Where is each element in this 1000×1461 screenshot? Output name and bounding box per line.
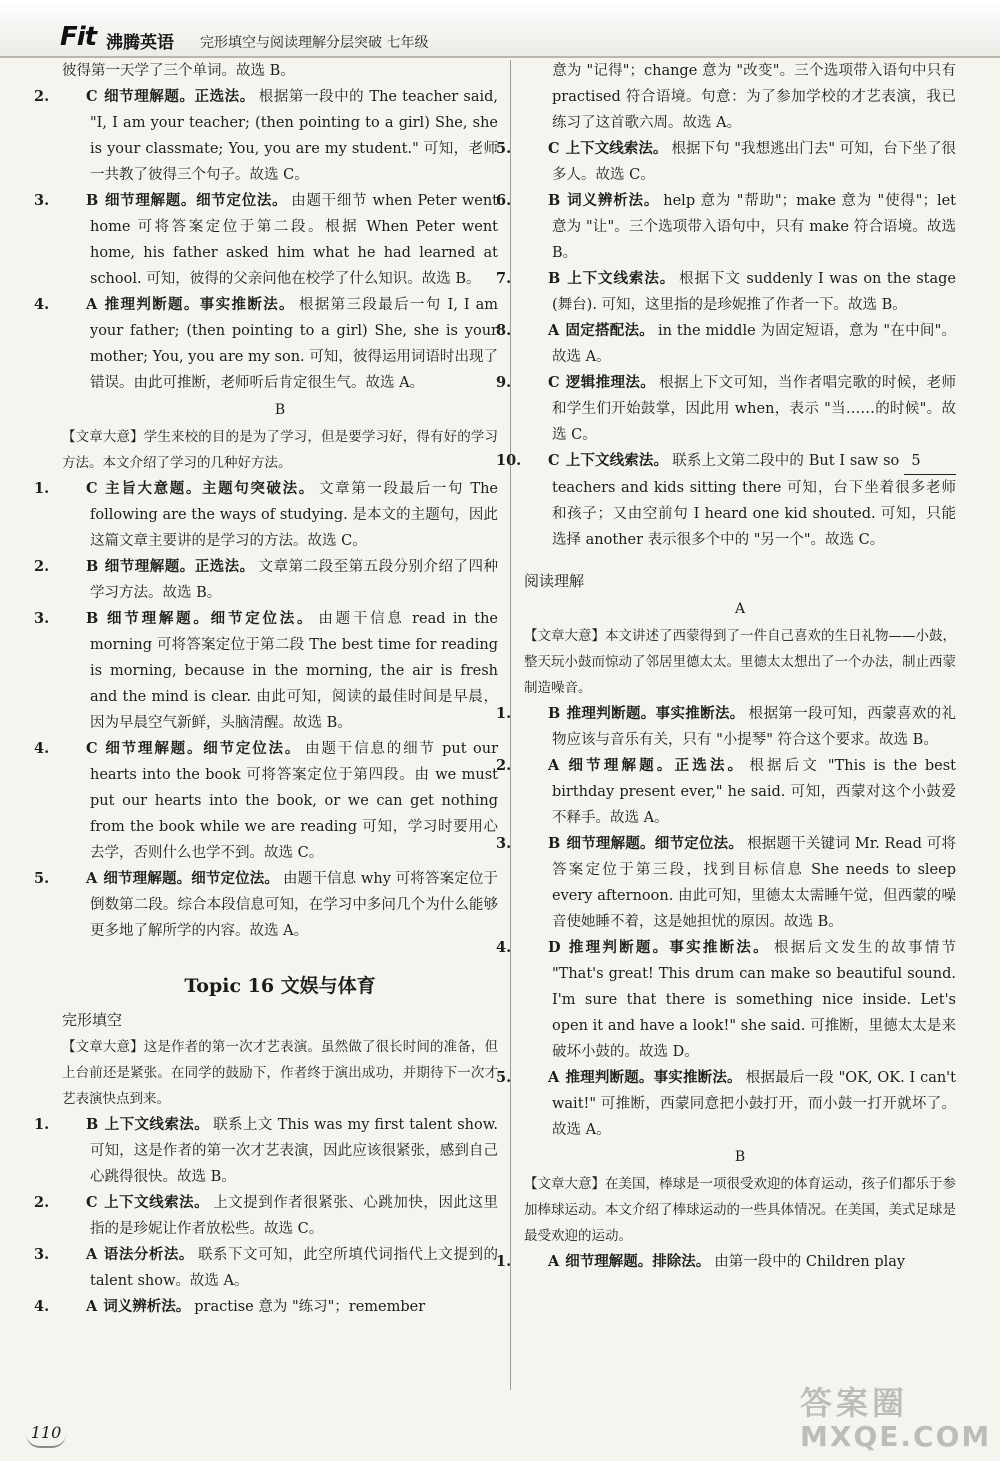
item-answer: A <box>548 757 560 774</box>
right-column <box>496 58 957 1275</box>
item-number: 9. <box>496 374 512 391</box>
item-answer: C <box>86 480 98 497</box>
answer-item <box>34 1112 499 1190</box>
answer-item <box>496 266 956 318</box>
item-answer: B <box>86 1116 99 1133</box>
item-number: 3. <box>496 835 512 852</box>
item-number: 10. <box>496 452 522 469</box>
item-text: 由第一段中的 Children play <box>714 1254 906 1270</box>
item-text: practise 意为 "练习"；remember <box>194 1299 426 1315</box>
article-summary-topic: 【文章大意】这是作者的第一次才艺表演。虽然做了很长时间的准备，但上台前还是紧张。在同学的鼓励下，作者终于演出成功，并期待下一次才艺表演快点到来。 <box>62 1039 498 1107</box>
item-answer: B <box>548 270 561 287</box>
item-method: 上下文线索法。 <box>565 140 668 157</box>
item-answer: C <box>548 452 560 469</box>
item-method: 细节理解题。正选法。 <box>565 757 746 774</box>
item-answer: B <box>548 192 561 209</box>
answer-item <box>34 292 498 396</box>
answer-item <box>496 136 957 188</box>
page-header <box>0 0 1000 58</box>
answer-item <box>496 753 957 831</box>
item-text: 文章第二段至第五段分别介绍了四种学习方法。故选 B。 <box>90 559 499 601</box>
cloze-label: 完形填空 <box>62 1011 123 1029</box>
item-method: 细节理解题。正选法。 <box>103 88 255 105</box>
answer-item <box>496 831 957 935</box>
item-number: 5. <box>34 870 50 887</box>
item-number: 3. <box>34 192 50 209</box>
item-answer: A <box>86 1298 98 1315</box>
item-text: 联系上文第二段中的 But I saw so <box>672 453 900 469</box>
item-number: 4. <box>34 1298 50 1315</box>
item-method: 细节理解题。正选法。 <box>104 558 255 575</box>
item-method: 细节理解题。细节定位法。 <box>566 835 744 852</box>
answer-item <box>34 736 499 866</box>
topic-title: Topic 16 文娱与体育 <box>184 975 376 997</box>
item-text: 根据下文 suddenly I was on the stage (舞台). 可知，这里指的是珍妮推了作者一下。故选 B。 <box>552 271 956 313</box>
item-text: 由题干信息的细节 put our hearts into the book 可将答案定位于第四段。由 we must put our hearts into the book, or we can get nothing from the book while we are reading 可知，学习时要用心去学，否则什么也学不到。故选 C。 <box>90 741 499 861</box>
answer-item <box>496 1065 956 1143</box>
item-number: 4. <box>34 296 50 313</box>
item-method: 上下文线索法。 <box>565 452 669 469</box>
answer-list-part-a <box>34 84 499 396</box>
answer-item <box>34 1294 498 1320</box>
item-number: 1. <box>34 480 50 497</box>
item-number: 1. <box>496 705 512 722</box>
answer-item <box>34 1242 499 1294</box>
answer-item <box>496 370 957 448</box>
article-summary: 【文章大意】在美国，棒球是一项很受欢迎的体育运动，孩子们都乐于参加棒球运动。本文介绍了棒球运动的一些具体情况。在美国，美式足球是最受欢迎的运动。 <box>524 1176 956 1244</box>
item-text: 由题干信息 why 可将答案定位于倒数第二段。综合本段信息可知，在学习中多问几个为什么能够更多地了解所学的内容。故选 A。 <box>90 871 498 939</box>
item-number: 6. <box>496 192 512 209</box>
left-column <box>34 58 499 1320</box>
item-method: 词义辨析法。 <box>566 192 660 209</box>
item-text: 根据第一段可知，西蒙喜欢的礼物应该与音乐有关，只有 "小提琴" 符合这个要求。故选 B。 <box>552 706 957 748</box>
answer-item <box>34 554 499 606</box>
item-number: 1. <box>496 1253 512 1270</box>
item-number: 2. <box>34 558 50 575</box>
item-text: 联系上文 This was my first talent show. 可知，这是作者的第一次才艺表演，因此应该很紧张，感到自己心跳得很快。故选 B。 <box>90 1117 499 1185</box>
answer-item <box>496 188 957 266</box>
watermark-url: MXQE.COM <box>800 1420 992 1453</box>
item-text: 由题干信息 read in the morning 可将答案定位于第二段 The best time for reading is morning, because in the morning, the air is fresh and the mind is clear. 由此可知，阅读的最佳时间是早晨，因为早晨空气新鲜，头脑清醒。故选 B。 <box>90 611 499 731</box>
item-text: 联系下文可知，此空所填代词指代上文提到的 talent show。故选 A。 <box>90 1247 499 1289</box>
section-heading-b: B <box>274 402 286 418</box>
answer-list-part-b <box>34 476 499 944</box>
answer-item <box>496 448 956 553</box>
reading-label: 阅读理解 <box>524 572 585 590</box>
item-number: 5. <box>496 140 512 157</box>
article-summary: 【文章大意】学生来校的目的是为了学习，但是要学习好，得有好的学习方法。本文介绍了学习的几种好方法。 <box>62 429 498 471</box>
item-number: 2. <box>496 757 512 774</box>
item-answer: A <box>86 870 98 887</box>
item-method: 细节理解题。细节定位法。 <box>103 740 302 757</box>
answer-item <box>496 318 957 370</box>
item-method: 语法分析法。 <box>103 1246 194 1263</box>
item-answer: C <box>86 88 98 105</box>
book-title: 完形填空与阅读理解分层突破 七年级 <box>200 35 429 51</box>
answer-item <box>496 701 957 753</box>
item-method: 推理判断题。事实推断法。 <box>566 939 770 956</box>
item-answer: A <box>86 1246 98 1263</box>
item-method: 细节理解题。细节定位法。 <box>104 610 315 627</box>
item-text: help 意为 "帮助"；make 意为 "使得"；let 意为 "让"。三个选项带入语句中，只有 make 符合语境。故选 B。 <box>552 193 957 261</box>
item-text: 根据第一段中的 The teacher said, "I, I am your teacher; (then pointing to a girl) She, she is your classmate; You, you are my student." 可知，老师一共教了彼得三个句子。故选 C。 <box>90 89 499 183</box>
continued-text: 彼得第一天学了三个单词。故选 B。 <box>62 63 295 79</box>
item-method: 细节理解题。排除法。 <box>565 1253 711 1270</box>
item-method: 主旨大意题。主题句突破法。 <box>103 480 315 497</box>
watermark-text: 答案圈 <box>800 1384 909 1422</box>
item-answer: C <box>86 1194 98 1211</box>
page-number: 110 <box>26 1420 66 1448</box>
item-answer: A <box>86 296 98 313</box>
article-summary: 【文章大意】本文讲述了西蒙得到了一件自己喜欢的生日礼物——小鼓，整天玩小鼓而惊动了邻居里德太太。里德太太想出了一个办法，制止西蒙制造噪音。 <box>524 628 956 696</box>
answer-item <box>34 188 499 292</box>
answer-list-reading-b <box>496 1249 956 1275</box>
item-text: 由题干细节 when Peter went home 可将答案定位于第二段。根据 When Peter went home, his father asked him what he had learned at school. 可知，彼得的父亲问他在校学了什么知识。故选 B。 <box>90 193 499 287</box>
item-answer: C <box>86 740 98 757</box>
answer-item <box>496 935 957 1065</box>
answer-item <box>34 606 499 736</box>
item-number: 2. <box>34 1194 50 1211</box>
item-method: 细节理解题。细节定位法。 <box>103 870 280 887</box>
item-answer: B <box>86 558 99 575</box>
item-text: 根据最后一段 "OK, OK. I can't wait!" 可推断，西蒙同意把小鼓打开，而小鼓一打开就坏了。故选 A。 <box>552 1070 956 1138</box>
item-text: 根据上下文可知，当作者唱完歌的时候，老师和学生们开始鼓掌，因此用 when，表示 "当……的时候"。故选 C。 <box>552 375 957 443</box>
item-number: 2. <box>34 88 50 105</box>
answer-list-cloze-cont <box>496 136 957 448</box>
brand-name: 沸腾英语 <box>106 33 174 53</box>
item-number: 1. <box>34 1116 50 1133</box>
answer-item <box>34 866 498 944</box>
item-text: teachers and kids sitting there 可知，台下坐着很多老师和孩子；又由空前句 I heard one kid shouted. 可知，只能选择 another 表示很多个中的 "另一个"。故选 C。 <box>552 480 956 548</box>
item-number: 4. <box>496 939 512 956</box>
item-text: 根据后文发生的故事情节 "That's great! This drum can make so beautiful sound. I'm sure that there is something nice inside. Let's open it and have a look!" she said. 可推断，里德太太是来破坏小鼓的。故选 D。 <box>552 940 957 1060</box>
item-method: 逻辑推理法。 <box>565 374 656 391</box>
continued-text: 意为 "记得"；change 意为 "改变"。三个选项带入语句中只有 practised 符合语境。句意：为了参加学校的才艺表演，我已练习了这首歌六周。故选 A。 <box>552 63 956 131</box>
brand-logo: Fit <box>60 22 97 52</box>
item-number: 8. <box>496 322 512 339</box>
item-text: 文章第一段最后一句 The following are the ways of studying. 是本文的主题句，因此这篇文章主要讲的是学习的方法。故选 C。 <box>90 481 499 549</box>
item-number: 4. <box>34 740 50 757</box>
item-method: 上下文线索法。 <box>566 270 676 287</box>
answer-item <box>34 1190 498 1242</box>
item-answer: B <box>86 192 99 209</box>
item-text: 根据题干关键词 Mr. Read 可将答案定位于第三段，找到目标信息 She needs to sleep every afternoon. 由此可知，里德太太需睡午觉，但西蒙的噪音使她睡不着，这是她担忧的原因。故选 B。 <box>552 836 957 930</box>
item-answer: C <box>548 140 560 157</box>
item-answer: A <box>548 1069 560 1086</box>
answer-item <box>34 476 499 554</box>
item-answer: A <box>548 1253 560 1270</box>
item-method: 上下文线索法。 <box>103 1194 210 1211</box>
item-text: in the middle 为固定短语，意为 "在中间"。故选 A。 <box>552 323 957 365</box>
section-heading-b: B <box>734 1149 746 1165</box>
item-method: 推理判断题。事实推断法。 <box>103 296 295 313</box>
item-method: 推理判断题。事实推断法。 <box>566 705 745 722</box>
item-method: 细节理解题。细节定位法。 <box>104 192 288 209</box>
item-answer: A <box>548 322 560 339</box>
item-number: 7. <box>496 270 512 287</box>
item-number: 5. <box>496 1069 512 1086</box>
blank-number: 5 <box>904 448 956 475</box>
item-method: 固定搭配法。 <box>565 322 655 339</box>
item-method: 推理判断题。事实推断法。 <box>565 1069 742 1086</box>
item-text: 根据第三段最后一句 I, I am your father; (then pointing to a girl) She, she is your mother; You, you are my son. 可知，彼得运用词语时出现了错误。由此可推断，老师听后肯定很生气。故选 A。 <box>90 297 498 391</box>
answer-item <box>34 84 499 188</box>
item-text: 根据下句 "我想逃出门去" 可知，台下坐了很多人。故选 C。 <box>552 141 957 183</box>
section-heading-a: A <box>734 601 746 617</box>
item-text: 上文提到作者很紧张、心跳加快，因此这里指的是珍妮让作者放松些。故选 C。 <box>90 1195 498 1237</box>
answer-item <box>496 1249 956 1275</box>
item-text: 根据后文 "This is the best birthday present ever," he said. 可知，西蒙对这个小鼓爱不释手。故选 A。 <box>552 758 957 826</box>
item-answer: B <box>548 835 561 852</box>
item-method: 上下文线索法。 <box>104 1116 210 1133</box>
answer-list-cloze <box>34 1112 499 1320</box>
answer-list-reading-a <box>496 701 957 1143</box>
item-number: 3. <box>34 610 50 627</box>
item-number: 3. <box>34 1246 50 1263</box>
item-answer: C <box>548 374 560 391</box>
item-method: 词义辨析法。 <box>103 1298 191 1315</box>
item-answer: B <box>548 705 561 722</box>
item-answer: D <box>548 939 561 956</box>
site-watermark <box>800 1378 990 1458</box>
item-answer: B <box>86 610 99 627</box>
